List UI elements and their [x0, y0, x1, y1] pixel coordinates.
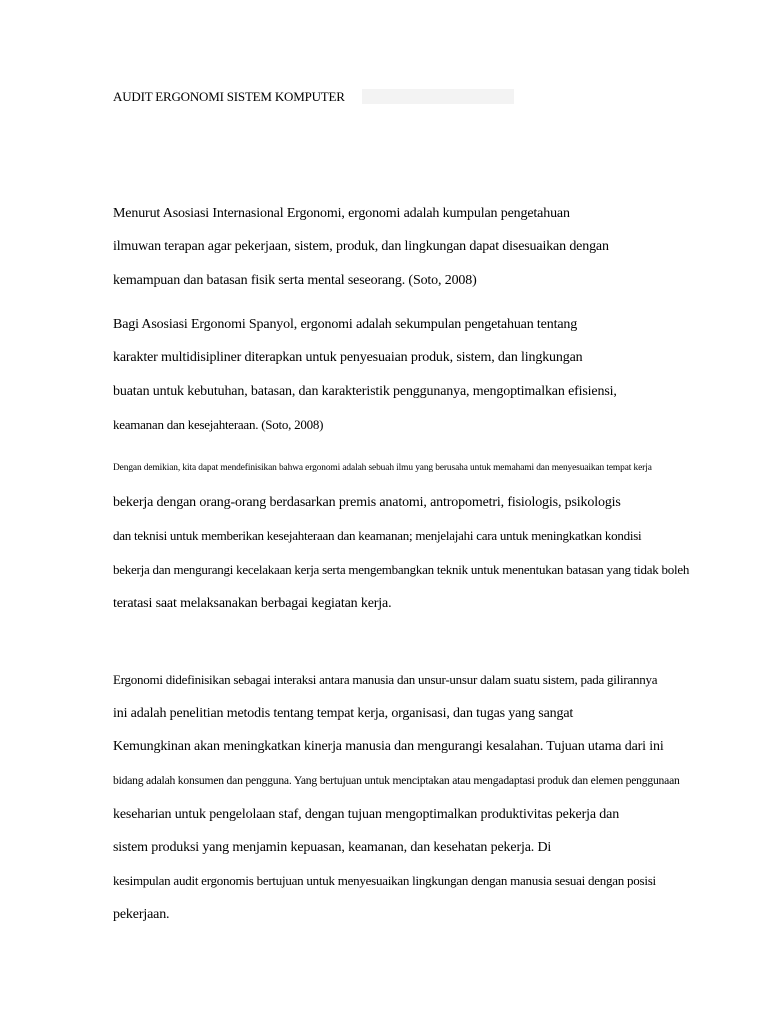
text-line: Bagi Asosiasi Ergonomi Spanyol, ergonomi adalah sekumpulan pengetahuan tentang: [113, 317, 578, 332]
text-line: keseharian untuk pengelolaan staf, dengan tujuan mengoptimalkan produktivitas pekerja dan: [113, 807, 620, 822]
text-line: keamanan dan kesejahteraan. (Soto, 2008): [113, 417, 324, 432]
text-line: kesimpulan audit ergonomis bertujuan untuk menyesuaikan lingkungan dengan manusia sesuai dengan posisi: [113, 873, 656, 888]
text-line: ini adalah penelitian metodis tentang tempat kerja, organisasi, dan tugas yang sangat: [113, 706, 574, 721]
text-line: Ergonomi didefinisikan sebagai interaksi antara manusia dan unsur-unsur dalam suatu sistem, pada gilirannya: [113, 672, 658, 687]
text-line: bidang adalah konsumen dan pengguna. Yang bertujuan untuk menciptakan atau mengadaptasi produk dan elemen penggunaan: [113, 774, 680, 787]
text-line: bekerja dan mengurangi kecelakaan kerja serta mengembangkan teknik untuk menentukan batasan yang tidak boleh: [113, 562, 690, 577]
text-line: teratasi saat melaksanakan berbagai kegiatan kerja.: [113, 596, 392, 611]
text-line: ilmuwan terapan agar pekerjaan, sistem, produk, dan lingkungan dapat disesuaikan dengan: [113, 239, 609, 254]
text-line: pekerjaan.: [113, 907, 170, 922]
document-title: AUDIT ERGONOMI SISTEM KOMPUTER: [113, 89, 345, 104]
title-highlight: [362, 89, 514, 104]
text-line: Menurut Asosiasi Internasional Ergonomi, ergonomi adalah kumpulan pengetahuan: [113, 206, 570, 221]
text-line: buatan untuk kebutuhan, batasan, dan karakteristik penggunanya, mengoptimalkan efisiensi,: [113, 384, 617, 399]
text-line: Dengan demikian, kita dapat mendefinisikan bahwa ergonomi adalah sebuah ilmu yang berusaha untuk memahami dan menyesuaikan tempat kerja: [113, 463, 652, 473]
text-line: dan teknisi untuk memberikan kesejahteraan dan keamanan; menjelajahi cara untuk meningkatkan kondisi: [113, 528, 642, 543]
text-line: Kemungkinan akan meningkatkan kinerja manusia dan mengurangi kesalahan. Tujuan utama dari ini: [113, 739, 664, 754]
text-line: karakter multidisipliner diterapkan untuk penyesuaian produk, sistem, dan lingkungan: [113, 350, 583, 365]
text-line: bekerja dengan orang-orang berdasarkan premis anatomi, antropometri, fisiologis, psikologis: [113, 495, 621, 510]
text-line: sistem produksi yang menjamin kepuasan, keamanan, dan kesehatan pekerja. Di: [113, 840, 552, 855]
text-line: kemampuan dan batasan fisik serta mental seseorang. (Soto, 2008): [113, 273, 477, 288]
